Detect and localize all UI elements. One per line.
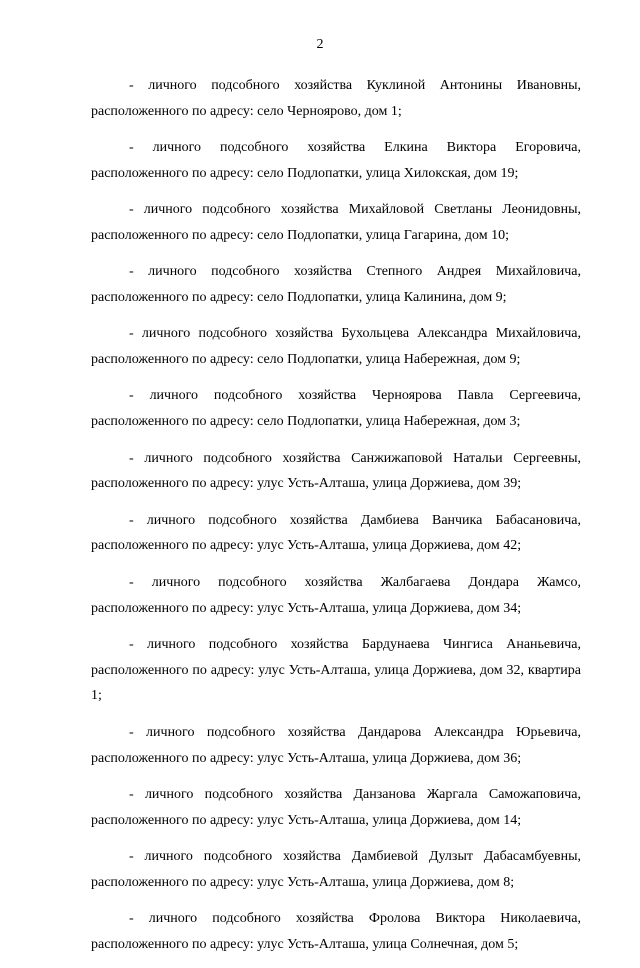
list-item: - личного подсобного хозяйства Дандарова Александра Юрьевича, расположенного по адресу: улус Усть-Алташа, улица Доржиева, дом 36; xyxy=(91,724,581,766)
list-item: - личного подсобного хозяйства Дамбиева Ванчика Бабасановича, расположенного по адресу: улус Усть-Алташа, улица Доржиева, дом 42; xyxy=(91,512,581,554)
list-item: - личного подсобного хозяйства Фролова Виктора Николаевича, расположенного по адресу: улус Усть-Алташа, улица Солнечная, дом 5; xyxy=(91,911,581,952)
page-number: 2 xyxy=(316,37,324,52)
list-item: - личного подсобного хозяйства Данзанова Жаргала Саможаповича, расположенного по адресу: улус Усть-Алташа, улица Доржиева, дом 14; xyxy=(91,786,581,828)
list-item: - личного подсобного хозяйства Куклиной Антонины Ивановны, расположенного по адресу: село Черноярово, дом 1; xyxy=(91,78,581,119)
list-item: - личного подсобного хозяйства Черноярова Павла Сергеевича, расположенного по адресу: село Подлопатки, улица Набережная, дом 3; xyxy=(91,388,581,430)
list-item: - личного подсобного хозяйства Жалбагаева Дондара Жамсо, расположенного по адресу: улус Усть-Алташа, улица Доржиева, дом 34; xyxy=(91,574,581,616)
list-item: - личного подсобного хозяйства Дамбиевой Дулзыт Дабасамбуевны, расположенного по адресу: улус Усть-Алташа, улица Доржиева, дом 8; xyxy=(91,848,581,890)
list-item: - личного подсобного хозяйства Степного Андрея Михайловича, расположенного по адресу: село Подлопатки, улица Калинина, дом 9; xyxy=(91,264,581,306)
list-item: - личного подсобного хозяйства Бардунаева Чингиса Ананьевича, расположенного по адресу: улус Усть-Алташа, улица Доржиева, дом 32, квартира 1; xyxy=(91,636,581,704)
list-item: - личного подсобного хозяйства Михайловой Светланы Леонидовны, расположенного по адресу: село Подлопатки, улица Гагарина, дом 10; xyxy=(91,202,581,243)
list-item: - личного подсобного хозяйства Елкина Виктора Егоровича, расположенного по адресу: село Подлопатки, улица Хилокская, дом 19; xyxy=(91,140,581,181)
document-body xyxy=(91,73,581,968)
list-item: - личного подсобного хозяйства Санжижаповой Натальи Сергеевны, расположенного по адресу: улус Усть-Алташа, улица Доржиева, дом 39; xyxy=(91,450,581,492)
list-item: - личного подсобного хозяйства Бухольцева Александра Михайловича, расположенного по адресу: село Подлопатки, улица Набережная, дом 9; xyxy=(91,326,581,368)
